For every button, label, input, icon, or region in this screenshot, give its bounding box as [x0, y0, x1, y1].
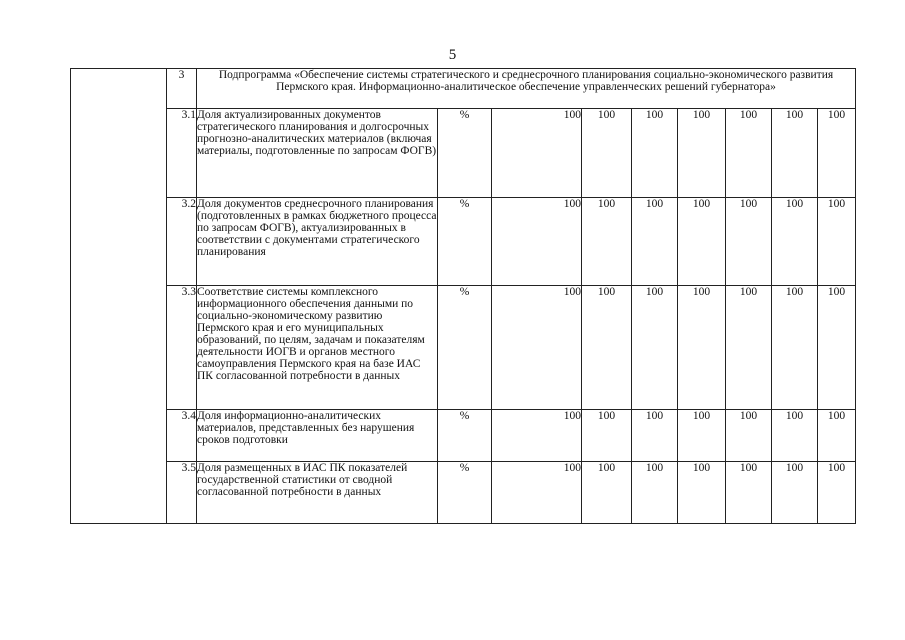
row-value: 100	[726, 109, 772, 198]
page-number: 5	[448, 47, 457, 63]
row-value: 100	[582, 198, 632, 286]
row-number: 3.2	[167, 198, 197, 286]
row-value: 100	[818, 109, 856, 198]
row-value: 100	[818, 198, 856, 286]
row-unit: %	[438, 462, 492, 524]
row-unit: %	[438, 198, 492, 286]
row-value: 100	[678, 410, 726, 462]
row-unit: %	[438, 286, 492, 410]
row-number: 3.1	[167, 109, 197, 198]
row-value: 100	[726, 462, 772, 524]
row-number: 3.4	[167, 410, 197, 462]
row-value: 100	[772, 286, 818, 410]
row-value: 100	[632, 462, 678, 524]
row-value: 100	[632, 198, 678, 286]
row-number: 3.3	[167, 286, 197, 410]
subprogram-number: 3	[167, 69, 197, 109]
row-value: 100	[818, 462, 856, 524]
row-value: 100	[678, 462, 726, 524]
row-value: 100	[772, 198, 818, 286]
row-value: 100	[772, 410, 818, 462]
row-value: 100	[632, 410, 678, 462]
row-description: Доля документов среднесрочного планирования (подготовленных в рамках бюджетного процесса по запросам ФОГВ), актуализированных в соответствии с документами стратегического планирования	[197, 198, 438, 286]
subprogram-row	[71, 69, 856, 109]
row-value: 100	[632, 109, 678, 198]
row-value: 100	[678, 109, 726, 198]
row-value: 100	[582, 109, 632, 198]
row-value: 100	[492, 462, 582, 524]
row-value: 100	[492, 410, 582, 462]
row-value: 100	[492, 198, 582, 286]
table-row	[71, 198, 856, 286]
subprogram-title: Подпрограмма «Обеспечение системы стратегического и среднесрочного планирования социально-экономического развития Пермского края. Информационно-аналитическое обеспечение управленческих решений губернатора»	[197, 69, 856, 109]
row-unit: %	[438, 109, 492, 198]
row-value: 100	[678, 286, 726, 410]
row-value: 100	[818, 410, 856, 462]
row-value: 100	[772, 462, 818, 524]
row-description: Доля информационно-аналитических материалов, представленных без нарушения сроков подготовки	[197, 410, 438, 462]
row-value: 100	[818, 286, 856, 410]
row-unit: %	[438, 410, 492, 462]
row-value: 100	[582, 286, 632, 410]
row-value: 100	[582, 462, 632, 524]
blank-column	[71, 69, 167, 524]
row-description: Доля актуализированных документов стратегического планирования и долгосрочных прогнозно-аналитических материалов (включая материалы, подготовленные по запросам ФОГВ)	[197, 109, 438, 198]
row-number: 3.5	[167, 462, 197, 524]
row-value: 100	[632, 286, 678, 410]
row-description: Соответствие системы комплексного информационного обеспечения данными по социально-экономическому развитию Пермского края и его муниципальных образований, по целям, задачам и показателям деятельности ИОГВ и органов местного самоуправления Пермского края на базе ИАС ПК согласованной потребности в данных	[197, 286, 438, 410]
row-value: 100	[726, 286, 772, 410]
row-value: 100	[492, 109, 582, 198]
row-value: 100	[582, 410, 632, 462]
row-value: 100	[678, 198, 726, 286]
row-value: 100	[726, 198, 772, 286]
row-value: 100	[492, 286, 582, 410]
table-row	[71, 109, 856, 198]
row-value: 100	[772, 109, 818, 198]
row-description: Доля размещенных в ИАС ПК показателей государственной статистики от сводной согласованной потребности в данных	[197, 462, 438, 524]
table-row	[71, 286, 856, 410]
table-row	[71, 410, 856, 462]
indicators-table	[70, 68, 856, 524]
row-value: 100	[726, 410, 772, 462]
table-row	[71, 462, 856, 524]
